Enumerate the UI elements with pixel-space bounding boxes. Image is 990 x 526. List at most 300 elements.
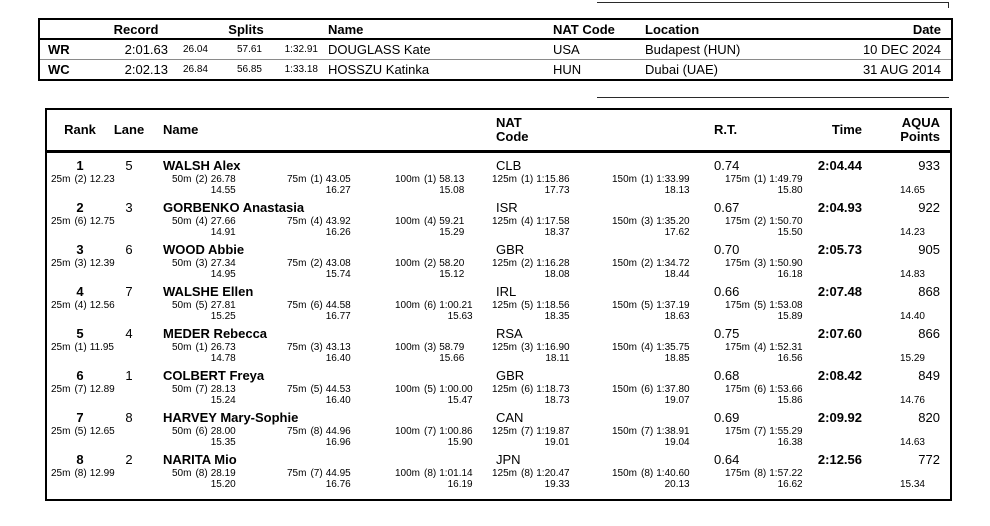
split-distance: 150m — [612, 468, 638, 479]
split-position: (4) — [641, 342, 654, 353]
results-header-lane: Lane — [113, 122, 145, 137]
split-lap-time: 16.40 — [325, 353, 351, 364]
split-cell — [612, 216, 725, 238]
lane-value: 4 — [125, 326, 133, 341]
rank-value: 4 — [76, 284, 84, 299]
lane-value: 7 — [125, 284, 133, 299]
split-lap-time: 16.62 — [777, 479, 803, 490]
record-holder-name: DOUGLASS Kate — [328, 42, 431, 57]
final-time-value: 2:05.73 — [817, 242, 862, 257]
split-lap-time — [51, 353, 114, 364]
split-cell — [395, 426, 492, 448]
split-time: 43.08 — [325, 258, 351, 269]
split-lap-time — [51, 269, 115, 280]
split-position: (5) — [754, 300, 767, 311]
split-position: (2) — [521, 258, 534, 269]
split-distance: 75m — [287, 258, 307, 269]
record-split-100m: 56.85 — [236, 64, 262, 75]
splits-row — [47, 216, 950, 238]
final-lap-value: 14.23 — [899, 227, 925, 238]
split-lap-time — [51, 479, 115, 490]
split-time: 28.13 — [210, 384, 236, 395]
final-lap-value: 14.83 — [899, 269, 925, 280]
record-split-100m: 57.61 — [236, 44, 262, 55]
lane-value: 6 — [125, 242, 133, 257]
split-position: (5) — [641, 300, 654, 311]
rank-value: 7 — [76, 410, 84, 425]
splits-row — [47, 258, 950, 280]
split-cell — [725, 258, 837, 280]
swimmer-name: MEDER Rebecca — [163, 326, 268, 341]
reaction-time-value: 0.66 — [714, 284, 740, 299]
record-nat-code: USA — [553, 42, 580, 57]
split-position: (4) — [754, 342, 767, 353]
split-time: 1:15.86 — [536, 174, 570, 185]
lane-value: 2 — [125, 452, 133, 467]
split-time: 12.99 — [89, 468, 115, 479]
split-lap-time: 15.47 — [447, 395, 473, 406]
split-position: (7) — [195, 384, 208, 395]
split-position: (5) — [310, 384, 323, 395]
split-distance: 150m — [612, 258, 638, 269]
split-distance: 25m — [51, 300, 71, 311]
split-time: 1:34.72 — [656, 258, 690, 269]
split-lap-time — [51, 185, 115, 196]
split-lap-time: 16.18 — [777, 269, 803, 280]
split-time: 12.75 — [89, 216, 115, 227]
split-position: (3) — [754, 258, 767, 269]
split-time: 1:16.28 — [536, 258, 570, 269]
split-lap-time: 14.55 — [210, 185, 236, 196]
split-lap-time: 15.25 — [210, 311, 236, 322]
split-cell — [725, 300, 837, 322]
result-main-line — [47, 241, 950, 258]
rank-value: 2 — [76, 200, 84, 215]
split-cell — [492, 300, 612, 322]
split-cell — [287, 426, 395, 448]
final-time-value: 2:04.93 — [817, 200, 862, 215]
records-table — [38, 18, 953, 81]
split-distance: 50m — [172, 216, 192, 227]
split-lap-time: 19.33 — [544, 479, 570, 490]
aqua-points-value: 905 — [918, 242, 940, 257]
split-distance: 100m — [395, 384, 421, 395]
split-distance: 75m — [287, 426, 307, 437]
split-position: (8) — [424, 468, 437, 479]
results-header-name: Name — [163, 122, 199, 137]
split-time: 1:50.90 — [769, 258, 803, 269]
final-time-value: 2:04.44 — [817, 158, 862, 173]
final-lap-value: 14.76 — [899, 395, 925, 406]
split-distance: 125m — [492, 468, 518, 479]
nat-code-value: GBR — [496, 368, 525, 383]
result-row — [47, 157, 950, 196]
split-cell — [172, 300, 287, 322]
split-time: 27.66 — [210, 216, 236, 227]
record-row — [40, 59, 951, 79]
splits-row — [47, 342, 950, 364]
split-distance: 175m — [725, 216, 751, 227]
split-cell — [51, 300, 172, 322]
split-lap-time: 20.13 — [664, 479, 690, 490]
split-cell — [395, 174, 492, 196]
split-cell — [287, 300, 395, 322]
result-row — [47, 367, 950, 406]
split-cell — [612, 174, 725, 196]
results-header-points-line2: Points — [900, 129, 940, 144]
split-lap-time: 18.13 — [664, 185, 690, 196]
final-lap-value: 15.34 — [899, 479, 925, 490]
aqua-points-value: 922 — [918, 200, 940, 215]
split-cell — [172, 174, 287, 196]
split-cell — [395, 216, 492, 238]
split-position: (2) — [754, 216, 767, 227]
split-time: 58.20 — [439, 258, 465, 269]
split-cell — [172, 216, 287, 238]
record-tag: WR — [48, 42, 70, 57]
reaction-time-value: 0.70 — [714, 242, 740, 257]
split-lap-time: 18.63 — [664, 311, 690, 322]
split-lap-time: 15.63 — [447, 311, 473, 322]
split-position: (3) — [521, 342, 534, 353]
split-lap-time: 18.08 — [544, 269, 570, 280]
split-distance: 150m — [612, 174, 638, 185]
split-lap-time: 14.78 — [210, 353, 236, 364]
split-position: (6) — [641, 384, 654, 395]
split-time: 28.00 — [210, 426, 236, 437]
split-cell — [51, 174, 172, 196]
split-position: (2) — [310, 258, 323, 269]
split-time: 44.96 — [325, 426, 351, 437]
split-lap-time: 15.86 — [777, 395, 803, 406]
split-lap-time: 16.96 — [325, 437, 351, 448]
split-time: 1:17.58 — [536, 216, 570, 227]
split-distance: 25m — [51, 384, 71, 395]
split-distance: 50m — [172, 468, 192, 479]
split-cell — [51, 384, 172, 406]
split-distance: 50m — [172, 300, 192, 311]
split-time: 43.92 — [325, 216, 351, 227]
results-header-aqua-points — [862, 116, 950, 144]
split-cell — [492, 258, 612, 280]
split-position: (5) — [424, 384, 437, 395]
record-split-50m: 26.04 — [182, 44, 208, 55]
result-main-line — [47, 283, 950, 300]
split-time: 1:00.86 — [439, 426, 473, 437]
split-distance: 175m — [725, 300, 751, 311]
split-lap-time: 14.91 — [210, 227, 236, 238]
record-location: Budapest (HUN) — [645, 42, 741, 57]
result-row — [47, 283, 950, 322]
records-header-row — [40, 20, 951, 40]
reaction-time-value: 0.67 — [714, 200, 740, 215]
nat-code-value: GBR — [496, 242, 525, 257]
results-header-nat-line2: Code — [496, 129, 529, 144]
split-time: 12.23 — [89, 174, 115, 185]
split-cell — [492, 174, 612, 196]
split-distance: 25m — [51, 342, 71, 353]
results-table — [45, 108, 952, 501]
split-lap-time: 16.19 — [447, 479, 473, 490]
split-cell — [51, 426, 172, 448]
results-header-rank: Rank — [64, 122, 96, 137]
split-position: (8) — [754, 468, 767, 479]
split-position: (7) — [521, 426, 534, 437]
split-position: (1) — [641, 174, 654, 185]
split-distance: 125m — [492, 300, 518, 311]
split-position: (3) — [195, 258, 208, 269]
records-header-date: Date — [912, 21, 941, 37]
split-distance: 150m — [612, 342, 638, 353]
final-time-value: 2:07.48 — [817, 284, 862, 299]
split-lap-time: 18.85 — [664, 353, 690, 364]
swimmer-name: NARITA Mio — [163, 452, 237, 467]
split-position: (6) — [195, 426, 208, 437]
split-time: 43.05 — [325, 174, 351, 185]
split-position: (1) — [74, 342, 87, 353]
split-time: 12.89 — [89, 384, 115, 395]
split-cell — [612, 258, 725, 280]
split-time: 1:38.91 — [656, 426, 690, 437]
final-time-value: 2:09.92 — [817, 410, 862, 425]
split-position: (1) — [310, 174, 323, 185]
result-row — [47, 451, 950, 490]
split-lap-time: 17.62 — [664, 227, 690, 238]
nat-code-value: CAN — [496, 410, 524, 425]
split-cell — [172, 426, 287, 448]
split-cell — [172, 258, 287, 280]
split-time: 1:18.56 — [536, 300, 570, 311]
final-lap-cell — [837, 258, 950, 280]
split-distance: 75m — [287, 300, 307, 311]
split-time: 12.65 — [89, 426, 115, 437]
splits-row — [47, 468, 950, 490]
split-cell — [287, 384, 395, 406]
split-position: (2) — [195, 174, 208, 185]
split-lap-time: 15.20 — [210, 479, 236, 490]
split-lap-time — [51, 311, 115, 322]
split-time: 44.95 — [325, 468, 351, 479]
split-position: (4) — [521, 216, 534, 227]
split-position: (5) — [521, 300, 534, 311]
split-position: (1) — [754, 174, 767, 185]
records-header-splits: Splits — [228, 21, 264, 37]
split-lap-time: 18.35 — [544, 311, 570, 322]
split-cell — [612, 468, 725, 490]
split-distance: 125m — [492, 258, 518, 269]
split-distance: 125m — [492, 342, 518, 353]
swimmer-name: WOOD Abbie — [163, 242, 245, 257]
split-time: 1:37.80 — [656, 384, 690, 395]
split-time: 1:19.87 — [536, 426, 570, 437]
split-position: (7) — [310, 468, 323, 479]
final-lap-cell — [837, 384, 950, 406]
split-distance: 150m — [612, 426, 638, 437]
final-lap-value: 15.29 — [899, 353, 925, 364]
split-lap-time: 16.76 — [325, 479, 351, 490]
record-nat-code: HUN — [553, 62, 582, 77]
final-time-value: 2:08.42 — [817, 368, 862, 383]
lane-value: 1 — [125, 368, 133, 383]
results-header-nat-code — [488, 116, 706, 144]
split-position: (4) — [310, 216, 323, 227]
split-cell — [395, 258, 492, 280]
split-position: (7) — [641, 426, 654, 437]
split-distance: 100m — [395, 468, 421, 479]
split-lap-time: 18.37 — [544, 227, 570, 238]
result-main-line — [47, 451, 950, 468]
split-distance: 50m — [172, 426, 192, 437]
split-position: (3) — [641, 216, 654, 227]
split-time: 1:40.60 — [656, 468, 690, 479]
split-position: (6) — [521, 384, 534, 395]
split-distance: 150m — [612, 384, 638, 395]
split-distance: 100m — [395, 174, 421, 185]
page-crop-tick-top — [948, 2, 949, 8]
split-time: 1:00.00 — [439, 384, 473, 395]
split-time: 1:53.08 — [769, 300, 803, 311]
split-time: 58.79 — [439, 342, 465, 353]
split-position: (6) — [754, 384, 767, 395]
split-lap-time: 18.73 — [544, 395, 570, 406]
split-cell — [612, 300, 725, 322]
split-position: (2) — [641, 258, 654, 269]
split-lap-time: 16.77 — [325, 311, 351, 322]
split-cell — [51, 216, 172, 238]
split-time: 44.53 — [325, 384, 351, 395]
lane-value: 8 — [125, 410, 133, 425]
split-position: (4) — [74, 300, 87, 311]
final-lap-cell — [837, 468, 950, 490]
split-cell — [51, 342, 172, 364]
splits-row — [47, 300, 950, 322]
split-lap-time: 15.12 — [439, 269, 465, 280]
aqua-points-value: 849 — [918, 368, 940, 383]
records-header-location: Location — [645, 21, 700, 37]
split-cell — [395, 300, 492, 322]
record-date: 10 DEC 2024 — [862, 42, 941, 57]
split-cell — [492, 468, 612, 490]
split-cell — [287, 258, 395, 280]
split-time: 27.81 — [210, 300, 236, 311]
split-time: 1:57.22 — [769, 468, 803, 479]
record-holder-name: HOSSZU Katinka — [328, 62, 430, 77]
aqua-points-value: 866 — [918, 326, 940, 341]
split-time: 1:16.90 — [536, 342, 570, 353]
swimmer-name: WALSH Alex — [163, 158, 241, 173]
split-distance: 125m — [492, 216, 518, 227]
aqua-points-value: 820 — [918, 410, 940, 425]
result-main-line — [47, 409, 950, 426]
split-distance: 175m — [725, 342, 751, 353]
split-time: 1:49.79 — [769, 174, 803, 185]
split-position: (2) — [74, 174, 87, 185]
split-cell — [395, 384, 492, 406]
split-time: 43.13 — [325, 342, 351, 353]
split-cell — [492, 216, 612, 238]
aqua-points-value: 868 — [918, 284, 940, 299]
aqua-points-value: 933 — [918, 158, 940, 173]
result-row — [47, 199, 950, 238]
split-cell — [287, 174, 395, 196]
split-cell — [612, 426, 725, 448]
split-cell — [395, 342, 492, 364]
split-lap-time: 14.95 — [210, 269, 236, 280]
swimmer-name: WALSHE Ellen — [163, 284, 254, 299]
split-time: 58.13 — [439, 174, 465, 185]
split-position: (6) — [74, 216, 87, 227]
nat-code-value: ISR — [496, 200, 518, 215]
lane-value: 5 — [125, 158, 133, 173]
rank-value: 6 — [76, 368, 84, 383]
split-cell — [287, 468, 395, 490]
nat-code-value: JPN — [496, 452, 521, 467]
swimmer-name: GORBENKO Anastasia — [163, 200, 305, 215]
split-time: 1:50.70 — [769, 216, 803, 227]
split-distance: 125m — [492, 426, 518, 437]
split-distance: 125m — [492, 384, 518, 395]
result-main-line — [47, 199, 950, 216]
record-location: Dubai (UAE) — [645, 62, 718, 77]
reaction-time-value: 0.68 — [714, 368, 740, 383]
result-main-line — [47, 325, 950, 342]
split-position: (8) — [74, 468, 87, 479]
split-time: 11.95 — [89, 342, 114, 353]
split-distance: 175m — [725, 384, 751, 395]
split-cell — [725, 216, 837, 238]
reaction-time-value: 0.69 — [714, 410, 740, 425]
split-distance: 100m — [395, 426, 421, 437]
split-distance: 75m — [287, 216, 307, 227]
final-lap-value: 14.65 — [899, 185, 925, 196]
final-lap-value: 14.63 — [899, 437, 925, 448]
result-row — [47, 409, 950, 448]
split-cell — [51, 468, 172, 490]
records-header-record: Record — [113, 21, 159, 37]
split-lap-time: 16.40 — [325, 395, 351, 406]
split-time: 1:52.31 — [769, 342, 803, 353]
records-header-name: Name — [328, 21, 364, 37]
reaction-time-value: 0.64 — [714, 452, 740, 467]
split-distance: 100m — [395, 216, 421, 227]
split-lap-time: 15.08 — [439, 185, 465, 196]
split-cell — [492, 384, 612, 406]
split-lap-time: 16.27 — [325, 185, 351, 196]
results-header-points-line1: AQUA — [901, 115, 940, 130]
split-time: 1:20.47 — [536, 468, 570, 479]
split-distance: 25m — [51, 426, 71, 437]
split-time: 44.58 — [325, 300, 351, 311]
swimmer-name: COLBERT Freya — [163, 368, 265, 383]
split-lap-time: 19.01 — [544, 437, 570, 448]
split-position: (3) — [74, 258, 87, 269]
split-distance: 75m — [287, 384, 307, 395]
split-time: 1:55.29 — [769, 426, 803, 437]
split-cell — [287, 342, 395, 364]
split-lap-time: 17.73 — [544, 185, 570, 196]
split-distance: 100m — [395, 342, 421, 353]
nat-code-value: CLB — [496, 158, 522, 173]
split-distance: 175m — [725, 468, 751, 479]
split-distance: 25m — [51, 468, 71, 479]
page-crop-line-middle — [597, 97, 949, 98]
split-lap-time: 19.07 — [664, 395, 690, 406]
split-lap-time: 18.11 — [545, 353, 570, 364]
split-time: 1:18.73 — [536, 384, 570, 395]
split-distance: 25m — [51, 216, 71, 227]
record-time: 2:01.63 — [124, 42, 168, 57]
result-main-line — [47, 157, 950, 174]
